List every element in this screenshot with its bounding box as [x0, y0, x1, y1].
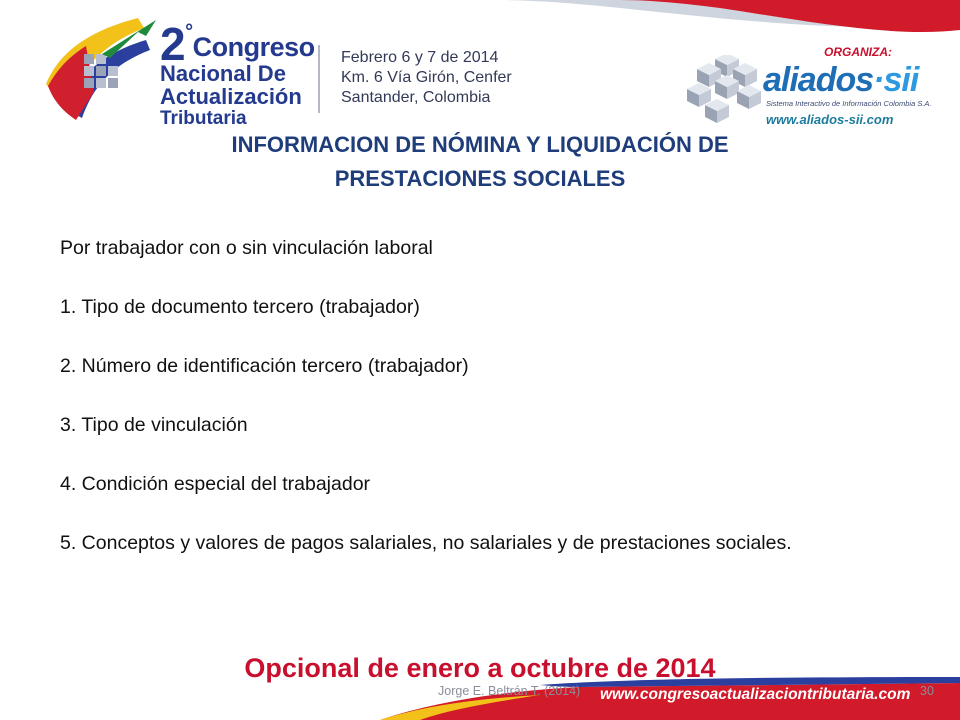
event-city: Santander, Colombia — [341, 89, 491, 106]
slide-title-line1: INFORMACION DE NÓMINA Y LIQUIDACIÓN DE — [231, 132, 729, 157]
congress-line1: Congreso — [192, 32, 315, 62]
congress-line2: Nacional De — [160, 61, 286, 87]
aliados-brand-part1: aliados — [763, 61, 874, 99]
congress-number: 2 — [160, 18, 186, 70]
slide-body — [60, 234, 890, 559]
intro-text: Por trabajador con o sin vinculación laboral — [60, 237, 433, 259]
aliados-cubes-icon — [685, 55, 767, 127]
page-number: 30 — [920, 684, 934, 698]
footer-url: www.congresoactualizaciontributaria.com — [600, 686, 911, 703]
footer-author: Jorge E. Beltrán T. (2014) — [438, 684, 581, 698]
congress-line3: Actualización — [160, 84, 302, 110]
list-item: 5. Conceptos y valores de pagos salariales, no salariales y de prestaciones sociales. — [60, 532, 792, 554]
event-dates: Febrero 6 y 7 de 2014 — [341, 49, 499, 66]
top-swoosh-decoration — [500, 0, 960, 40]
event-venue: Km. 6 Vía Girón, Cenfer — [341, 69, 512, 86]
aliados-brand-part2: ·sii — [873, 61, 919, 99]
congress-ordinal: ° — [185, 21, 193, 43]
organizer-label: ORGANIZA: — [824, 45, 892, 59]
congress-logo-icon — [40, 14, 160, 132]
list-item: 3. Tipo de vinculación — [60, 414, 248, 436]
header-divider — [318, 45, 320, 113]
list-item: 1. Tipo de documento tercero (trabajador) — [60, 296, 420, 318]
aliados-logo-text — [763, 62, 918, 98]
congress-line4: Tributaria — [160, 108, 247, 130]
aliados-subtitle: Sistema Interactivo de Información Colombia S.A. — [766, 99, 932, 108]
slide-title — [130, 128, 830, 196]
optional-period-highlight: Opcional de enero a octubre de 2014 — [244, 653, 716, 683]
slide-title-line2: PRESTACIONES SOCIALES — [334, 166, 626, 191]
list-item: 2. Número de identificación tercero (trabajador) — [60, 355, 469, 377]
aliados-url: www.aliados-sii.com — [766, 112, 894, 127]
congress-title — [160, 18, 315, 130]
list-item: 4. Condición especial del trabajador — [60, 473, 371, 495]
event-info — [341, 48, 512, 108]
